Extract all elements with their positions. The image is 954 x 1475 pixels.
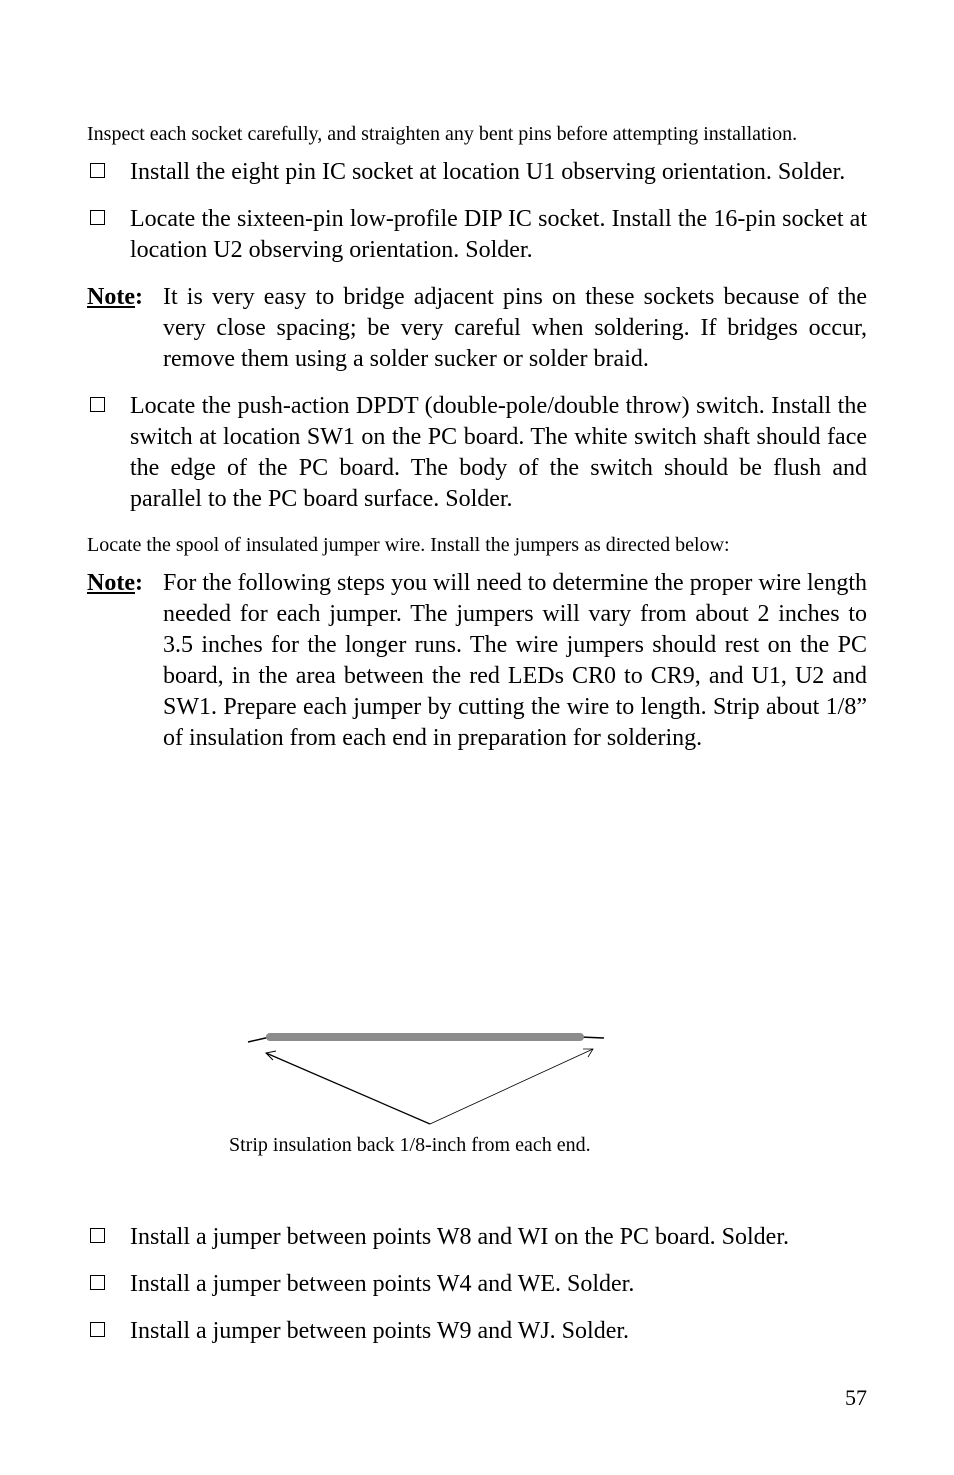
note-block (87, 568, 867, 754)
step-text: Install a jumper between points W9 and WJ. Solder. (130, 1318, 630, 1344)
note-label: Note: (87, 570, 143, 596)
note-text: It is very easy to bridge adjacent pins on these sockets because of the very close spacing; be very careful when soldering. If bridges occur, remove them using a solder sucker or solder braid. (163, 284, 867, 372)
intro-paragraph: Inspect each socket carefully, and straighten any bent pins before attempting installation. (87, 123, 798, 145)
jumper-intro: Locate the spool of insulated jumper wire. Install the jumpers as directed below: (87, 534, 730, 556)
checklist-item (87, 1222, 867, 1253)
checkbox-icon[interactable] (90, 210, 105, 225)
checkbox-icon[interactable] (90, 397, 105, 412)
checkbox-icon[interactable] (90, 1322, 105, 1337)
arrow-right-line (430, 1049, 593, 1124)
note-block (87, 282, 867, 375)
note-text: For the following steps you will need to determine the proper wire length needed for each jumper. The jumpers will vary from about 2 inches to 3.5 inches for the longer runs. The wire jumpers should rest on the PC board, in the area between the red LEDs CR0 to CR9, and U1, U2 and SW1. Prepare each jumper by cutting the wire to length. Strip about 1/8” of insulation from each end in preparation for soldering. (163, 570, 867, 751)
checklist-item (87, 1269, 867, 1300)
page-number: 57 (845, 1385, 867, 1410)
note-label: Note: (87, 284, 143, 310)
checkbox-icon[interactable] (90, 1275, 105, 1290)
jumper-steps (87, 1222, 867, 1363)
checkbox-icon[interactable] (90, 163, 105, 178)
step-text: Locate the sixteen-pin low-profile DIP IC socket. Install the 16-pin socket at location U2 observing orientation. Solder. (130, 206, 867, 263)
step-text: Install the eight pin IC socket at location U1 observing orientation. Solder. (130, 159, 846, 185)
page-content (87, 120, 867, 770)
checkbox-icon[interactable] (90, 1228, 105, 1243)
checklist-item (87, 157, 867, 188)
figure-caption: Strip insulation back 1/8-inch from each end. (229, 1134, 591, 1156)
checklist-item (87, 204, 867, 266)
checklist-item (87, 391, 867, 515)
checklist-item (87, 1316, 867, 1347)
step-text: Install a jumper between points W8 and WI on the PC board. Solder. (130, 1224, 789, 1250)
step-text: Install a jumper between points W4 and WE. Solder. (130, 1271, 635, 1297)
step-text: Locate the push-action DPDT (double-pole/double throw) switch. Install the switch at location SW1 on the PC board. The white switch shaft should face the edge of the PC board. The body of the switch should be flush and parallel to the PC board surface. Solder. (130, 393, 867, 512)
arrow-left-line (266, 1053, 430, 1124)
